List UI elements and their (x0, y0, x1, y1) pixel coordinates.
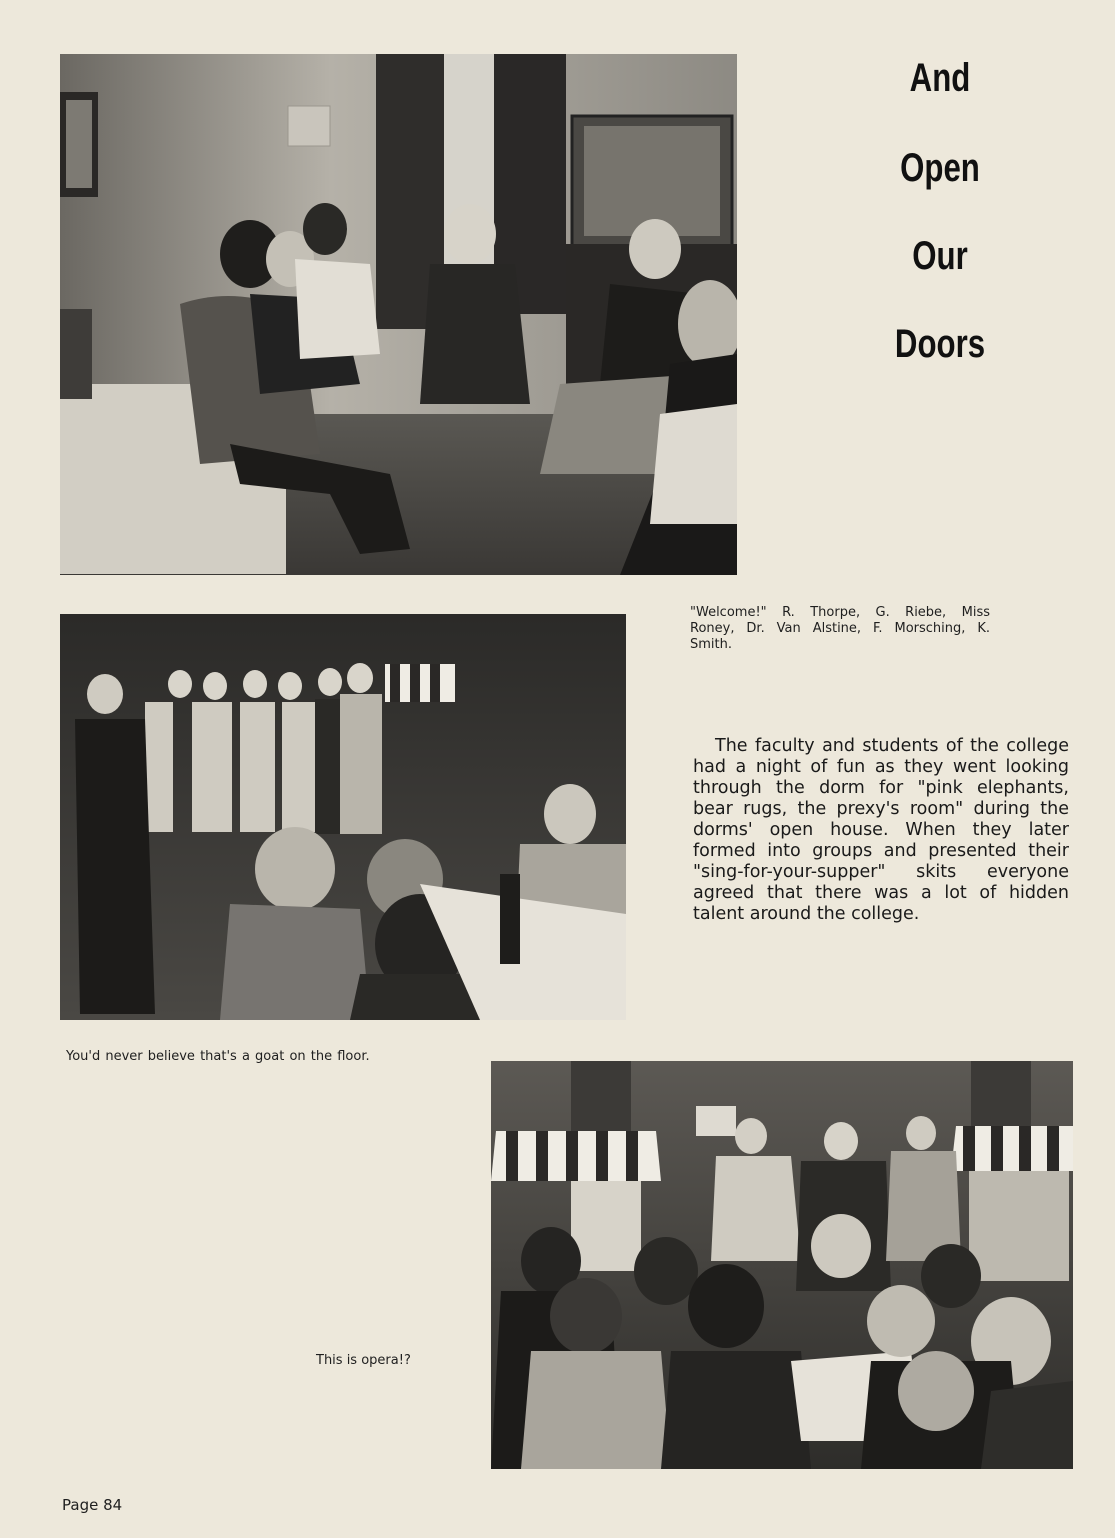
welcome-caption: "Welcome!" R. Thorpe, G. Riebe, Miss Roney, Dr. Van Alstine, F. Morsching, K. Smith. (690, 605, 990, 652)
page-number: Page 84 (62, 1496, 123, 1514)
heading-word-2: Open (900, 146, 980, 190)
opera-skit-photo (491, 1061, 1073, 1469)
heading-word-4: Doors (894, 322, 986, 366)
heading-word-3: Our (912, 234, 968, 278)
goat-caption: You'd never believe that's a goat on the floor. (66, 1049, 370, 1064)
article-body: The faculty and students of the college had a night of fun as they went looking through the dorm for "pink elephants, bear rugs, the prexy's room" during the dorms' open house. When they later formed into groups and presented their "sing-for-your-supper" skits everyone agreed that there was a lot of hidden talent around the college. (693, 736, 1069, 924)
opera-caption: This is opera!? (316, 1353, 411, 1368)
dorm-room-photo (60, 54, 737, 575)
heading-word-1: And (909, 56, 971, 100)
goat-skit-photo (60, 614, 626, 1020)
